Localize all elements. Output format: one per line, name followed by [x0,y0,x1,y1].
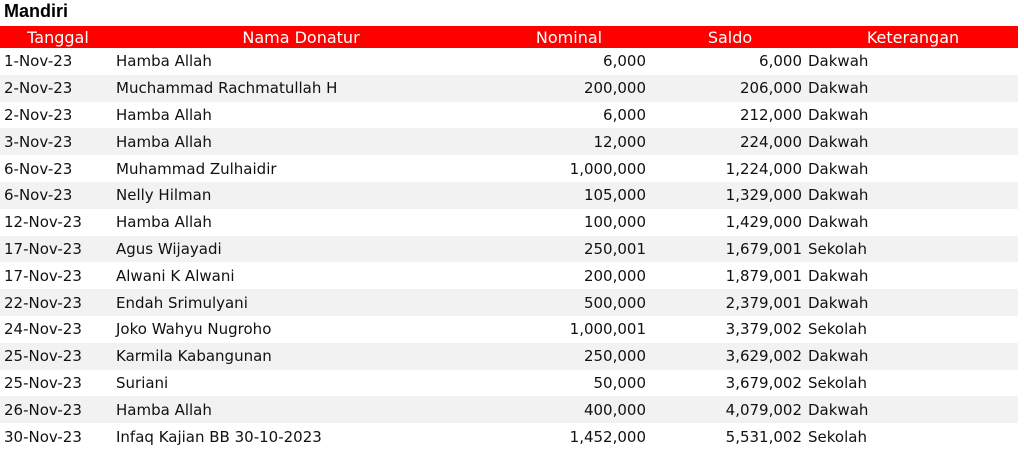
cell-name: Agus Wijayadi [116,236,486,263]
header-saldo: Saldo [652,26,808,48]
cell-nominal: 1,000,000 [569,159,646,178]
cell-nominal: 1,000,001 [569,320,646,339]
cell-name: Nelly Hilman [116,182,486,209]
cell-saldo: 1,429,000 [725,213,802,232]
cell-name: Hamba Allah [116,396,486,423]
cell-keterangan: Dakwah [808,289,1018,316]
cell-keterangan: Dakwah [808,213,869,232]
table-row [0,209,1018,236]
cell-saldo: 206,000 [652,75,808,102]
cell-nominal: 1,452,000 [569,427,646,446]
table-row [0,236,1018,263]
header-nominal: Nominal [486,26,652,48]
cell-keterangan: Sekolah [808,373,867,392]
cell-keterangan: Dakwah [808,128,1018,155]
table-row [0,128,1018,155]
cell-nominal: 6,000 [603,52,646,71]
table-header-row [0,26,1018,48]
cell-date: 26-Nov-23 [0,396,116,423]
table-row [0,423,1018,450]
cell-saldo: 3,679,002 [725,373,802,392]
cell-keterangan: Sekolah [808,320,867,339]
donation-table [0,26,1018,450]
cell-nominal: 250,000 [486,343,652,370]
cell-date: 6-Nov-23 [0,182,116,209]
header-date: Tanggal [0,26,116,48]
cell-nominal: 12,000 [486,128,652,155]
cell-date: 30-Nov-23 [4,427,82,446]
table-row [0,182,1018,209]
table-row [0,102,1018,129]
header-keterangan: Keterangan [808,26,1018,48]
table-row [0,343,1018,370]
table-row [0,316,1018,343]
cell-date: 17-Nov-23 [4,266,82,285]
cell-name: Alwani K Alwani [116,266,235,285]
cell-name: Hamba Allah [116,105,212,124]
cell-keterangan: Dakwah [808,343,1018,370]
table-body [0,48,1018,450]
cell-date: 1-Nov-23 [4,52,73,71]
cell-saldo: 1,224,000 [725,159,802,178]
cell-name: Infaq Kajian BB 30-10-2023 [116,427,322,446]
cell-name: Endah Srimulyani [116,289,486,316]
table-row [0,48,1018,75]
cell-saldo: 224,000 [652,128,808,155]
cell-name: Karmila Kabangunan [116,343,486,370]
cell-saldo: 1,679,001 [652,236,808,263]
cell-keterangan: Dakwah [808,105,869,124]
cell-date: 12-Nov-23 [4,213,82,232]
cell-nominal: 6,000 [603,105,646,124]
cell-name: Muhammad Zulhaidir [116,159,277,178]
cell-keterangan: Dakwah [808,75,1018,102]
cell-name: Joko Wahyu Nugroho [116,320,272,339]
cell-nominal: 100,000 [583,213,646,232]
table-row [0,289,1018,316]
cell-saldo: 1,879,001 [725,266,802,285]
cell-nominal: 200,000 [583,266,646,285]
cell-name: Hamba Allah [116,52,212,71]
cell-name: Suriani [116,373,169,392]
table-row [0,262,1018,289]
cell-saldo: 1,329,000 [652,182,808,209]
cell-name: Hamba Allah [116,213,212,232]
cell-date: 22-Nov-23 [0,289,116,316]
cell-keterangan: Sekolah [808,236,1018,263]
cell-name: Hamba Allah [116,128,486,155]
cell-saldo: 6,000 [759,52,802,71]
cell-saldo: 2,379,001 [652,289,808,316]
cell-nominal: 250,001 [486,236,652,263]
cell-saldo: 3,629,002 [652,343,808,370]
cell-keterangan: Dakwah [808,182,1018,209]
cell-keterangan: Sekolah [808,427,867,446]
cell-nominal: 400,000 [486,396,652,423]
cell-keterangan: Dakwah [808,159,869,178]
cell-name: Muchammad Rachmatullah H [116,75,486,102]
table-row [0,155,1018,182]
header-name: Nama Donatur [116,26,486,48]
cell-nominal: 105,000 [486,182,652,209]
cell-date: 25-Nov-23 [4,373,82,392]
cell-saldo: 4,079,002 [652,396,808,423]
table-row [0,75,1018,102]
cell-saldo: 212,000 [739,105,802,124]
page-title: Mandiri [4,1,69,21]
cell-date: 2-Nov-23 [0,75,116,102]
cell-saldo: 5,531,002 [725,427,802,446]
cell-keterangan: Dakwah [808,52,869,71]
cell-keterangan: Dakwah [808,396,1018,423]
cell-date: 2-Nov-23 [4,105,73,124]
cell-date: 3-Nov-23 [0,128,116,155]
cell-date: 6-Nov-23 [4,159,73,178]
cell-nominal: 200,000 [486,75,652,102]
cell-nominal: 50,000 [593,373,646,392]
cell-saldo: 3,379,002 [725,320,802,339]
table-row [0,370,1018,397]
cell-keterangan: Dakwah [808,266,869,285]
cell-date: 25-Nov-23 [0,343,116,370]
cell-date: 17-Nov-23 [0,236,116,263]
cell-nominal: 500,000 [486,289,652,316]
cell-date: 24-Nov-23 [4,320,82,339]
table-row [0,396,1018,423]
